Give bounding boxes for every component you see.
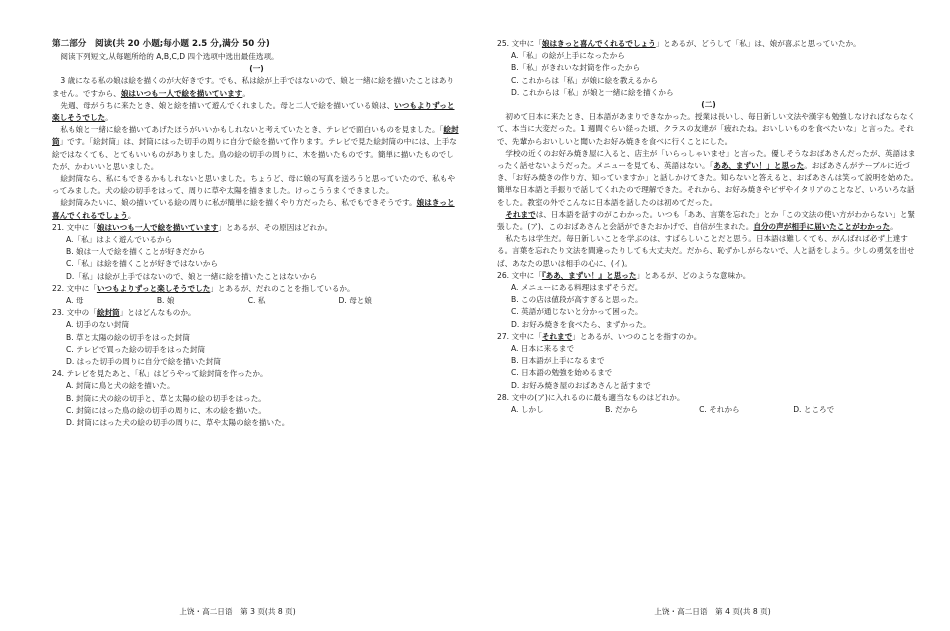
underline-3: 絵封筒 — [52, 125, 459, 147]
question-23: 23. 文中の「絵封筒」とはどんなものか。 — [52, 308, 196, 318]
q25-option-a: A.「私」の絵が上手になったから — [511, 51, 625, 61]
q25-option-c: C. これからは「私」が娘に絵を教えるから — [511, 75, 658, 85]
q23-option-c: C. テレビで買った絵の切手をはった封筒 — [66, 344, 206, 354]
passage-1-label: (一) — [249, 64, 264, 74]
q23-option-b: B. 草と太陽の絵の切手をはった封筒 — [66, 332, 190, 342]
q21-option-c: C.「私」は絵を描くことが好きではないから — [66, 259, 218, 269]
page-right — [475, 0, 950, 631]
section-title: 第二部分 阅读(共 20 小题;每小题 2.5 分,满分 50 分) — [52, 39, 270, 49]
paragraph-7: 学校の近くのお好み焼き屋に入ると、店主が「いらっしゃいませ」と言った。優しそうなおばあさんだったが、英語はまったく話せないようだった。メニューを見ても、英語はない。「ああ、まずい！」と思った。おばあさんがテーブルに近づき、「お好み焼きの作り方、知っていますか」と話しかけてきた。知らないと答えると、おばあさんは笑って説明を始めた。簡単な日本語と手振りで話してくれたので理解できた。それから、お好み焼きやピザやイタリアのことなど、いろいろな話をした。教室の外でこんなに日本語を話したのは初めてだった。 — [497, 148, 919, 207]
q22-option-a: A. 母 — [66, 296, 84, 306]
question-24: 24. テレビを見たあと、「私」はどうやって絵封筒を作ったか。 — [52, 369, 268, 379]
q28-option-c: C. それから — [699, 405, 740, 415]
q28-options — [497, 404, 920, 416]
q28-option-a: A. しかし — [511, 405, 544, 415]
q22-option-d: D. 母と娘 — [338, 296, 372, 306]
passage-2-label: (二) — [701, 100, 716, 110]
underline-4: 娘はきっと喜んでくれるでしょう — [52, 198, 455, 220]
q24-option-c: C. 封筒にはった鳥の絵の切手の周りに、木の絵を描いた。 — [66, 405, 266, 415]
paragraph-3: 私も娘と一緒に絵を描いてあげたほうがいいかもしれないと考えていたとき、テレビで面白いものを見ました。「絵封筒」です。「絵封筒」は、封筒にはった切手の周りに自分で絵を描いて作ります。テレビで見た絵封筒の中には、上手な絵ではなくても、とてもいいものがありました。鳥の絵の切手の周りに、木を描いたものです。簡単に描いたものでしたが、かわいいと思いました。 — [52, 125, 459, 171]
q27-option-d: D. お好み焼き屋のおばあさんと話すまで — [511, 380, 651, 390]
q21-option-b: B. 娘は一人で絵を描くことが好きだから — [66, 247, 206, 257]
underline-2: いつもよりずっと楽しそうでした — [52, 100, 455, 123]
q28-option-b: B. だから — [605, 405, 638, 415]
underline-5: ああ、まずい！」と思った — [713, 161, 805, 171]
q24-option-d: D. 封筒にはった犬の絵の切手の周りに、草や太陽の絵を描いた。 — [66, 418, 290, 428]
q23-option-a: A. 切手のない封筒 — [66, 320, 130, 330]
question-21: 21. 文中に「娘はいつも一人で絵を描いています」とあるが、その原因はどれか。 — [52, 222, 333, 232]
question-28: 28. 文中の(ア)に入れるのに最も適当なものはどれか。 — [497, 392, 685, 402]
q24-option-a: A. 封筒に鳥と犬の絵を描いた。 — [66, 381, 175, 391]
q26-option-a: A. メニューにある料理はまずそうだ。 — [511, 283, 643, 293]
q26-option-b: B. この店は値段が高すぎると思った。 — [511, 295, 643, 305]
q21-option-a: A.「私」はよく遊んでいるから — [66, 235, 173, 245]
underline-1: 娘はいつも一人で絵を描いています — [120, 88, 243, 98]
question-25: 25. 文中に「娘はきっと喜んでくれるでしょう」とあるが、どうして「私」は、娘が喜ぶと思っていたか。 — [497, 39, 861, 48]
paragraph-8: それまでは、日本語を話すのがこわかった。いつも「ああ、言葉を忘れた」とか「この文法の使い方がわからない」と緊張した。(ア)、このおばあさんと会話ができたおかげで、自信が生まれた。自分の声が相手に届いたことがわかった。 — [497, 209, 916, 232]
question-27: 27. 文中に「それまで」とあるが、いつのことを指すのか。 — [497, 331, 702, 341]
q21-option-d: D.「私」は絵が上手ではないので、娘と一緒に絵を描いたことはないから — [66, 271, 318, 281]
page-footer-left: 上饶・高二日语 第 3 页(共 8 页) — [179, 607, 296, 616]
paragraph-5: 絵封筒みたいに、娘の描いている絵の周りに私が簡単に絵を描くやり方だったら、私でもできそうです。娘はきっと喜んでくれるでしょう。 — [52, 198, 455, 220]
q27-option-c: C. 日本語の勉強を始めるまで — [511, 368, 613, 378]
q22-option-b: B. 娘 — [156, 296, 175, 306]
page-footer-right: 上饶・高二日语 第 4 页(共 8 页) — [654, 607, 771, 616]
paragraph-4: 絵封筒なら、私にもできるかもしれないと思いました。ちょうど、母に娘の写真を送ろうと思っていたので、私もやってみました。犬の絵の切手をはって、周りに草や太陽を描きました。けっこううまくできました。 — [52, 174, 456, 196]
paragraph-2: 先週、母がうちに来たとき、娘と絵を描いて遊んでくれました。母と二人で絵を描いている娘は、いつもよりずっと楽しそうでした。 — [52, 100, 455, 123]
underline-7: 自分の声が相手に届いたことがわかった — [753, 222, 891, 232]
q28-option-d: D. ところで — [793, 405, 835, 415]
question-22: 22. 文中に「いつもよりずっと楽しそうでした」とあるが、だれのことを指しているか。 — [52, 283, 355, 293]
q27-option-b: B. 日本語が上手になるまで — [511, 356, 605, 366]
q23-option-d: D. はった切手の周りに自分で絵を描いた封筒 — [66, 357, 221, 367]
q26-option-c: C. 英語が通じないと分かって困った。 — [511, 307, 643, 317]
question-26: 26. 文中に「『ああ、まずい！』と思った」とあるが、どのような意味か。 — [497, 270, 751, 280]
q27-option-a: A. 日本に来るまで — [511, 344, 575, 354]
paragraph-1: 3 歳になる私の娘は絵を描くのが大好きです。でも、私は絵が上手ではないので、娘と一緒に絵を描いたことはありません。ですから、娘はいつも一人で絵を描いています。 — [52, 76, 455, 98]
q22-options — [52, 295, 461, 307]
q22-option-c: C. 私 — [247, 296, 266, 306]
paragraph-9: 私たちは学生だ。毎日新しいことを学ぶのは、すばらしいことだと思う。日本語は難しくても、がんばれば必ず上達する。言葉を忘れたり文法を間違ったりしても大丈夫だ。だから、恥ずかしがらないで、人と話をしよう。少しの勇気を出せば、あなたの思いは相手の心に、(イ)。 — [497, 234, 915, 268]
instructions: 阅读下列短文,从每题所给的 A,B,C,D 四个选项中选出最佳选项。 — [60, 52, 279, 61]
q26-option-d: D. お好み焼きを食べたら、まずかった。 — [511, 319, 651, 329]
underline-6: それまで — [505, 209, 536, 219]
q25-option-d: D. これからは「私」が娘と一緒に絵を描くから — [511, 87, 674, 97]
q25-option-b: B.「私」がきれいな封筒を作ったから — [511, 63, 641, 73]
q24-option-b: B. 封筒に犬の絵の切手と、草と太陽の絵の切手をはった。 — [66, 393, 266, 403]
paragraph-6: 初めて日本に来たとき、日本語があまりできなかった。授業は長いし、毎日新しい文法や漢字も勉強しなければならなくて、本当に大変だった。1 週間ぐらい経った頃、クラスの友達が「疲れたね。おいしいものを食べたいな」と言った。それで、先輩からおいしいと聞いたお好み焼きを食べに行くことにした。 — [497, 112, 916, 146]
